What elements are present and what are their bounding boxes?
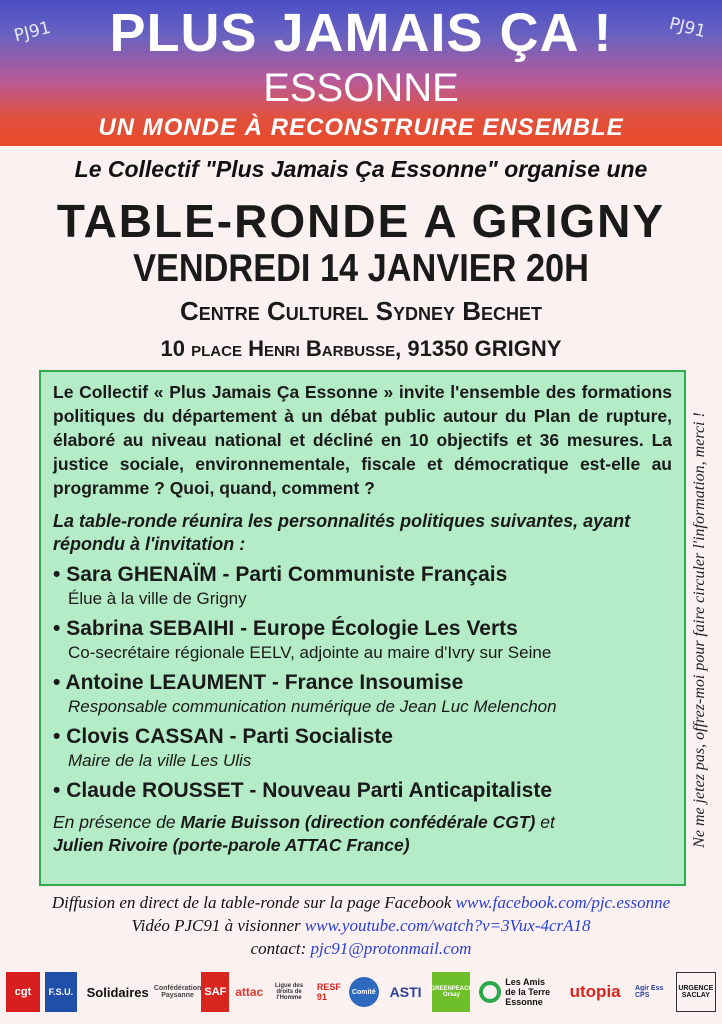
partner-logos	[6, 966, 716, 1018]
bullet-icon: •	[53, 563, 67, 586]
bullet-icon: •	[53, 617, 67, 640]
youtube-link[interactable]: www.youtube.com/watch?v=3Vux-4crA18	[304, 916, 591, 935]
description-text: Le Collectif « Plus Jamais Ça Essonne » invite l'ensemble des formations politiques du département à un débat public autour du Plan de rupture, élaboré au niveau national et décliné en 10 objectifs et 36 mesures. La justice sociale, environnementale, fiscale et démocratique est-elle au programme ? Quoi, quand, comment ?	[53, 382, 672, 498]
resf-logo: RESF 91	[316, 982, 341, 1002]
speaker-role: Responsable communication numérique de Jean Luc Melenchon	[68, 697, 557, 716]
comite-logo: Comité	[349, 977, 379, 1007]
speaker-item	[53, 778, 672, 804]
amis-de-la-terre-icon	[479, 981, 501, 1003]
saf-logo: SAF	[201, 972, 229, 1012]
header-banner	[0, 0, 722, 146]
footer-live	[0, 893, 722, 913]
event-date: VENDREDI 14 JANVIER 20H	[133, 247, 589, 290]
event-title: TABLE-RONDE A GRIGNY	[56, 195, 666, 247]
fsu-logo: F.S.U.	[45, 972, 77, 1012]
speaker-role: Élue à la ville de Grigny	[68, 589, 247, 608]
agir-logo: Agir Ess CPS	[634, 985, 664, 999]
side-note-text: Ne me jetez pas, offrez-moi pour faire circuler l'information, merci !	[691, 412, 708, 848]
bullet-icon: •	[53, 671, 66, 694]
facebook-link[interactable]: www.facebook.com/pjc.essonne	[455, 893, 671, 912]
speaker-name: Antoine LEAUMENT - France Insoumise	[65, 671, 464, 694]
speaker-item	[53, 562, 672, 610]
footer-live-text: Diffusion en direct de la table-ronde sur la page Facebook	[51, 893, 452, 912]
banner-tagline: UN MONDE À RECONSTRUIRE ENSEMBLE	[98, 114, 624, 141]
speaker-name: Clovis CASSAN - Parti Socialiste	[66, 725, 393, 748]
solidaires-logo: Solidaires	[86, 984, 149, 1000]
speaker-name: Sara GHENAÏM - Parti Communiste Français	[66, 563, 508, 586]
speaker-role: Co-secrétaire régionale EELV, adjointe au maire d'Ivry sur Seine	[68, 643, 552, 662]
cgt-logo: cgt	[6, 972, 40, 1012]
presence-guest-2: Julien Rivoire (porte-parole ATTAC France)	[53, 835, 410, 855]
contact-email-link[interactable]: pjc91@protonmail.com	[310, 939, 472, 958]
urgence-saclay-logo: URGENCE SACLAY	[676, 972, 716, 1012]
amis-de-la-terre-logo	[475, 972, 559, 1012]
presence-guest-1: Marie Buisson (direction confédérale CGT)	[180, 812, 536, 832]
footer-video-text: Vidéo PJC91 à visionner	[131, 916, 301, 935]
bullet-icon: •	[53, 725, 67, 748]
footer-contact-text: contact:	[250, 939, 307, 958]
speaker-name: Sabrina SEBAIHI - Europe Écologie Les Verts	[66, 617, 518, 640]
footer-video	[0, 916, 722, 936]
asti-logo: ASTI	[389, 984, 422, 1000]
corner-tag-right: PJ91	[667, 13, 708, 43]
greenpeace-logo: GREENPEACE Orsay	[432, 972, 470, 1012]
confederation-paysanne-logo: Confédération Paysanne	[153, 985, 202, 999]
footer-contact	[0, 939, 722, 959]
banner-subtitle: ESSONNE	[263, 66, 459, 110]
presence-and: et	[535, 812, 555, 832]
info-box	[39, 370, 686, 886]
attac-logo: attac	[235, 985, 264, 999]
speaker-item	[53, 616, 672, 664]
event-address: 10 place Henri Barbusse, 91350 GRIGNY	[160, 336, 562, 361]
presence-prefix: En présence de	[53, 812, 181, 832]
banner-title: PLUS JAMAIS ÇA !	[109, 3, 613, 63]
event-venue: Centre Culturel Sydney Bechet	[179, 296, 543, 326]
amis-de-la-terre-text: Les Amis de la Terre Essonne	[505, 977, 551, 1007]
speaker-item	[53, 724, 672, 772]
speakers-lead: La table-ronde réunira les personnalités politiques suivantes, ayant répondu à l'invitation :	[53, 511, 631, 554]
speaker-item	[53, 670, 672, 718]
ldh-logo: Ligue des droits de l'Homme	[275, 983, 304, 1001]
utopia-logo: utopia	[569, 982, 621, 1001]
bullet-icon: •	[53, 779, 67, 802]
speaker-role: Maire de la ville Les Ulis	[68, 751, 252, 770]
speaker-name: Claude ROUSSET - Nouveau Parti Anticapitaliste	[66, 779, 553, 802]
event-intro: Le Collectif "Plus Jamais Ça Essonne" organise une	[74, 156, 648, 182]
presence-note	[53, 811, 672, 857]
corner-tag-left: PJ91	[12, 17, 53, 47]
